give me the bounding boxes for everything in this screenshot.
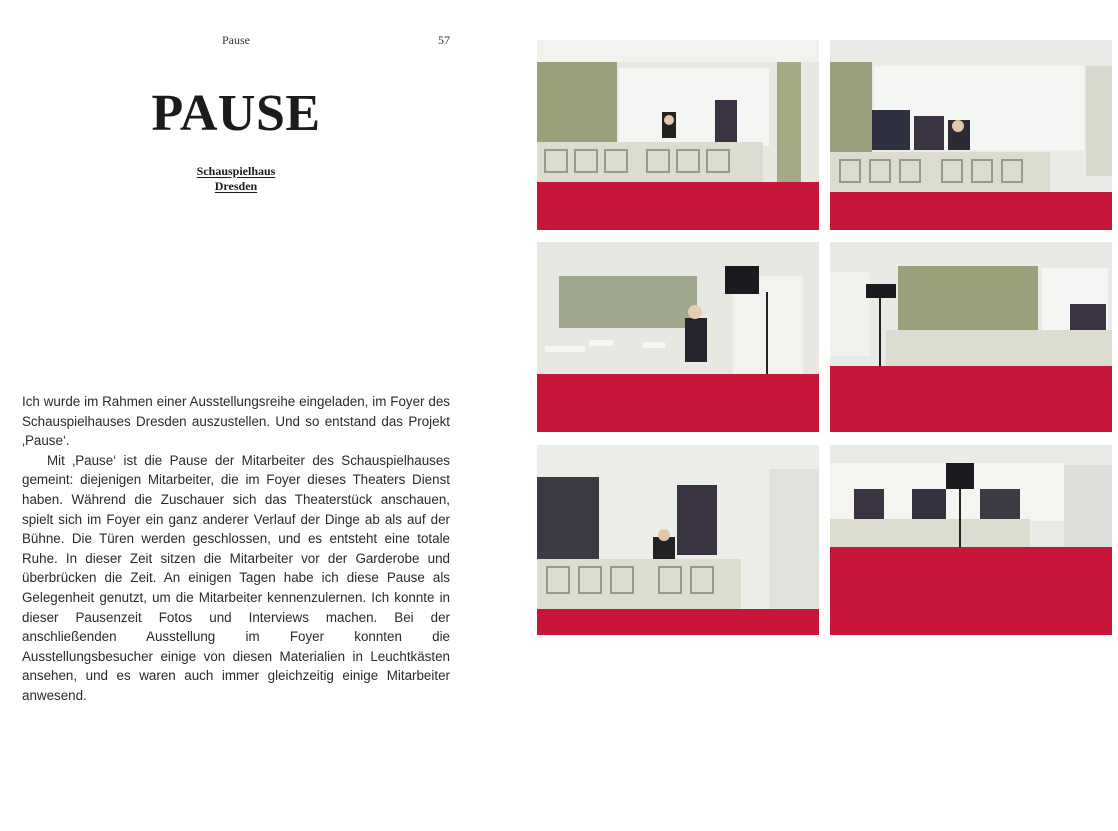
photo-foyer-coat-hooks — [537, 445, 819, 635]
photo-foyer-counter-lamp — [830, 242, 1112, 432]
photo-foyer-long-wardrobe — [830, 445, 1112, 635]
photo-foyer-wardrobe-2 — [830, 40, 1112, 230]
venue-subtitle — [0, 164, 472, 194]
body-text — [22, 392, 450, 706]
page-title: PAUSE — [151, 85, 321, 142]
venue-line-1: Schauspielhaus — [196, 164, 276, 178]
photo-foyer-wardrobe-1 — [537, 40, 819, 230]
page-number: 57 — [438, 33, 450, 47]
photo-foyer-seated-woman — [537, 242, 819, 432]
paragraph-2: Mit ‚Pause‘ ist die Pause der Mitarbeiter des Schauspielhauses gemeint: diejenigen Mitarbeiter, die im Foyer dieses Theaters Dienst haben. Während die Zuschauer sich das Theaterstück anschauen, spielt sich im Foyer ein ganz anderer Verlauf der Dinge ab als auf der Bühne. Die Türen werden geschlossen, und es entsteht eine totale Ruhe. In dieser Zeit sitzen die Mitarbeiter vor der Garderobe und überbrücken die Zeit. An einigen Tagen habe ich diese Pause als Gelegenheit genutzt, um die Mitarbeiter kennenzulernen. Ich konnte in dieser Pausenzeit Fotos und Interviews machen. Bei der anschließenden Ausstellung im Foyer konnten die Ausstellungsbesucher einige von diesen Materialien in Leuchtkästen ansehen, und es waren auch immer gleichzeitig einige Mitarbeiter anwesend. — [22, 452, 450, 703]
paragraph-1: Ich wurde im Rahmen einer Ausstellungsreihe eingeladen, im Foyer des Schauspielhauses Dresden auszustellen. Und so entstand das Projekt ‚Pause‘. — [22, 394, 450, 449]
running-head-section: Pause — [222, 33, 250, 47]
venue-line-2: Dresden — [214, 179, 258, 193]
